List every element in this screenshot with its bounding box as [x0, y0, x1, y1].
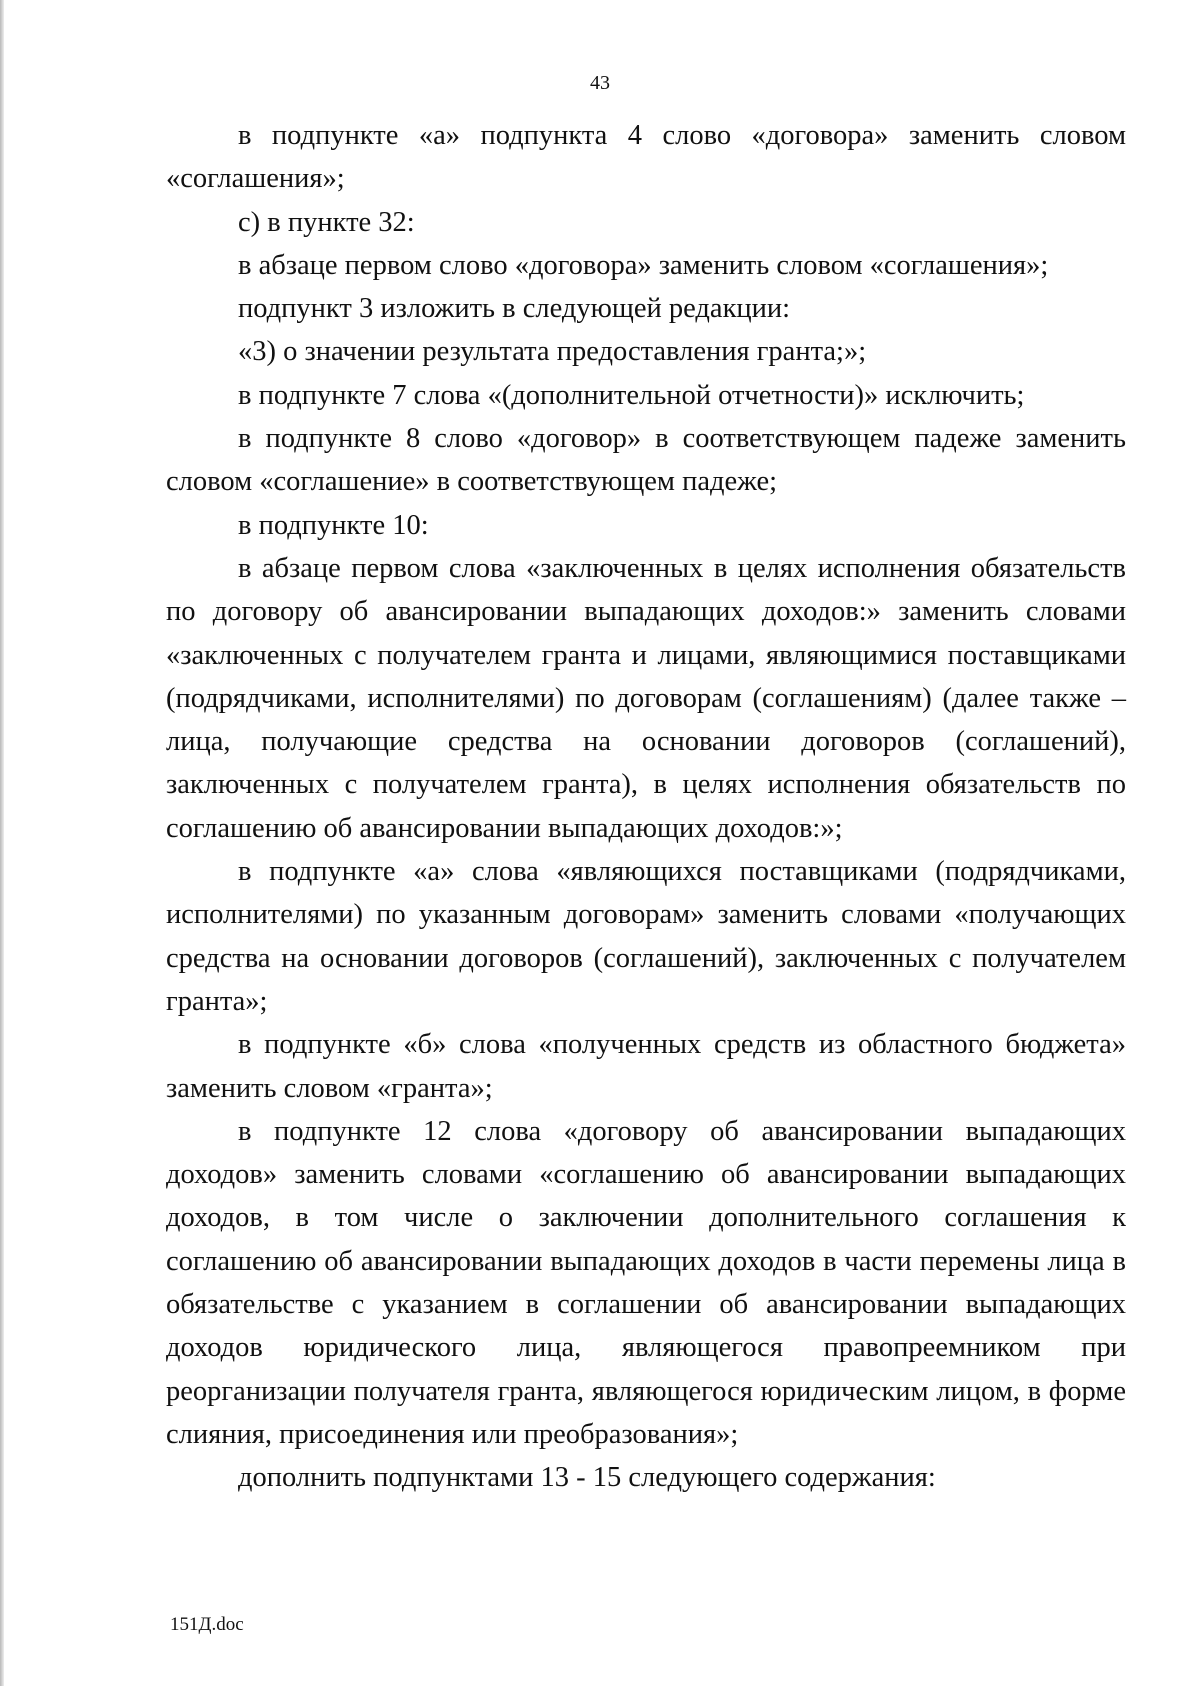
paragraph: «3) о значении результата предоставления гранта;»; [238, 336, 867, 368]
paragraph: в подпункте 10: [238, 509, 429, 541]
paragraph: в подпункте 7 слова «(дополнительной отчетности)» исключить; [238, 379, 1025, 411]
paragraph: дополнить подпунктами 13 - 15 следующего содержания: [238, 1462, 936, 1494]
paragraph: в абзаце первом слова «заключенных в целях исполнения обязательств по договору об авансировании выпадающих доходов:» заменить словами «заключенных с получателем гранта и лицами, являющимися поставщиками (подрядчиками, исполнителями) по договорам (соглашениям) (далее также – лица, получающие средства на основании договоров (соглашений), заключенных с получателем гранта), в целях исполнения обязательств по соглашению об авансировании выпадающих доходов:»; [166, 552, 1126, 844]
scan-edge [0, 0, 4, 1686]
file-name-footer: 151Д.doc [170, 1614, 244, 1635]
paragraph: в абзаце первом слово «договора» заменить словом «соглашения»; [238, 249, 1049, 281]
paragraph: подпункт 3 изложить в следующей редакции: [238, 293, 791, 325]
page-number: 43 [590, 72, 610, 94]
paragraph: в подпункте 12 слова «договору об авансировании выпадающих доходов» заменить словами «соглашению об авансировании выпадающих доходов, в том числе о заключении дополнительного соглашения к соглашению об авансировании выпадающих доходов в части перемены лица в обязательстве с указанием в соглашении об авансировании выпадающих доходов юридического лица, являющегося правопреемником при реорганизации получателя гранта, являющегося юридическим лицом, в форме слияния, присоединения или преобразования»; [166, 1115, 1126, 1450]
paragraph: в подпункте «б» слова «полученных средств из областного бюджета» заменить словом «гранта»; [166, 1029, 1126, 1104]
document-body [166, 114, 1126, 1500]
paragraph: в подпункте 8 слово «договор» в соответствующем падеже заменить словом «соглашение» в соответствующем падеже; [166, 423, 1126, 498]
paragraph: в подпункте «а» слова «являющихся поставщиками (подрядчиками, исполнителями) по указанным договорам» заменить словами «получающих средства на основании договоров (соглашений), заключенных с получателем гранта»; [166, 856, 1126, 1017]
paragraph: в подпункте «а» подпункта 4 слово «договора» заменить словом «соглашения»; [166, 120, 1126, 195]
paragraph: с) в пункте 32: [238, 206, 415, 238]
